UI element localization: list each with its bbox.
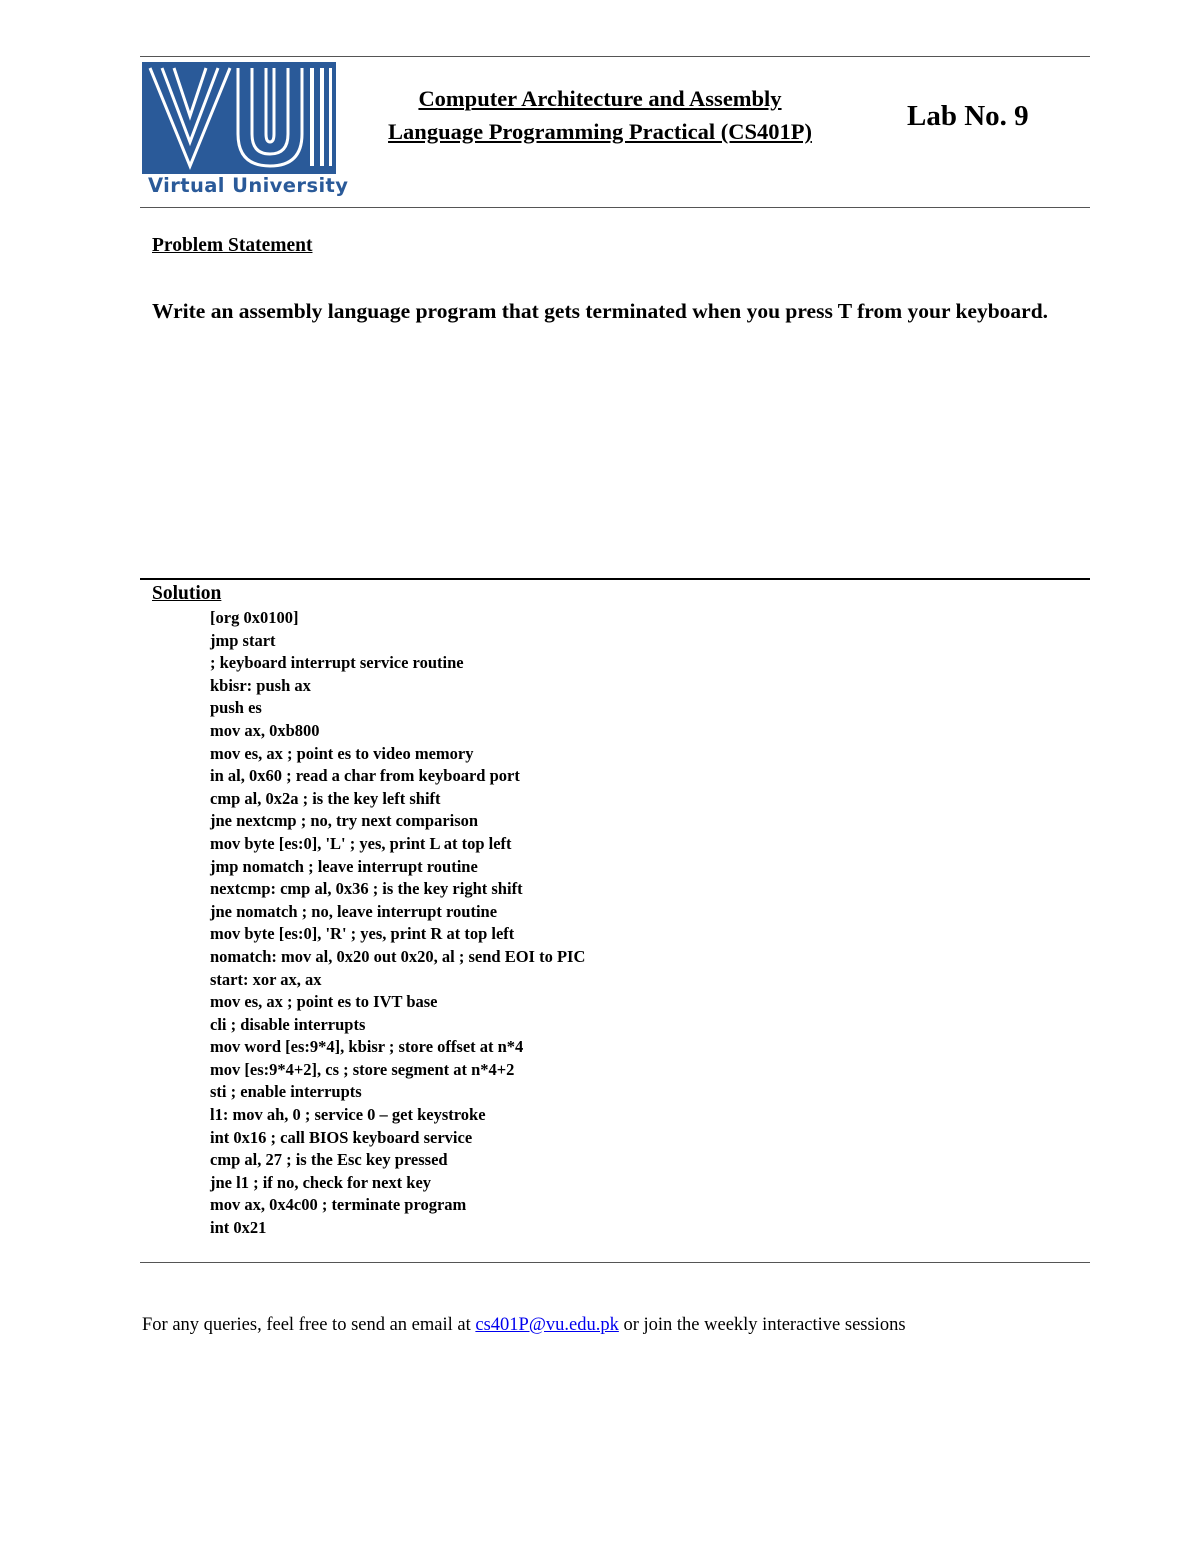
footer [142,1315,906,1336]
course-title-line2: Language Programming Practical (CS401P) [388,119,812,144]
code-line: mov es, ax ; point es to IVT base [210,992,438,1012]
code-line: ; keyboard interrupt service routine [210,653,464,673]
problem-heading: Problem Statement [152,235,313,256]
code-line: mov word [es:9*4], kbisr ; store offset at n*4 [210,1037,524,1057]
code-line: cli ; disable interrupts [210,1014,366,1034]
email-link[interactable]: cs401P@vu.edu.pk [475,1315,619,1335]
footer-text-before: For any queries, feel free to send an email at [142,1315,476,1335]
code-line: nomatch: mov al, 0x20 out 0x20, al ; send EOI to PIC [210,946,586,966]
code-line: int 0x16 ; call BIOS keyboard service [210,1127,473,1147]
code-line: mov ax, 0xb800 [210,720,320,740]
code-line: mov [es:9*4+2], cs ; store segment at n*4+2 [210,1059,515,1079]
code-line: mov ax, 0x4c00 ; terminate program [210,1195,467,1215]
code-line: int 0x21 [210,1218,267,1238]
code-line: jne nextcmp ; no, try next comparison [210,811,479,831]
code-line: jne l1 ; if no, check for next key [210,1172,432,1192]
vu-logo [142,62,349,200]
code-line: sti ; enable interrupts [210,1082,362,1102]
code-line: cmp al, 27 ; is the Esc key pressed [210,1150,448,1170]
code-line: nextcmp: cmp al, 0x36 ; is the key right shift [210,879,523,899]
solution-rule [140,578,1090,580]
code-line: mov es, ax ; point es to video memory [210,743,474,763]
code-line: [org 0x0100] [210,608,299,627]
lab-number: Lab No. 9 [907,100,1029,132]
code-line: start: xor ax, ax [210,969,322,989]
footer-text-after: or join the weekly interactive sessions [618,1315,906,1335]
code-line: jmp start [210,630,276,650]
code-line: mov byte [es:0], 'L' ; yes, print L at top left [210,833,512,853]
header-rule [140,207,1090,208]
code-line: push es [210,698,262,718]
course-title-line1: Computer Architecture and Assembly [418,86,782,111]
code-line: mov byte [es:0], 'R' ; yes, print R at top left [210,924,515,944]
solution-code [210,607,585,1240]
vu-logo-mark [142,62,336,174]
top-rule [140,56,1090,57]
code-line: l1: mov ah, 0 ; service 0 – get keystroke [210,1105,486,1125]
problem-text: Write an assembly language program that gets terminated when you press T from your keyboard. [152,299,1049,323]
code-line: in al, 0x60 ; read a char from keyboard port [210,766,520,786]
code-line: jmp nomatch ; leave interrupt routine [210,856,478,876]
code-line: kbisr: push ax [210,675,311,695]
course-title [340,82,860,148]
code-line: cmp al, 0x2a ; is the key left shift [210,788,441,808]
code-line: jne nomatch ; no, leave interrupt routine [210,901,498,921]
logo-text: Virtual University [148,174,349,197]
solution-end-rule [140,1262,1090,1263]
solution-heading: Solution [152,583,222,604]
